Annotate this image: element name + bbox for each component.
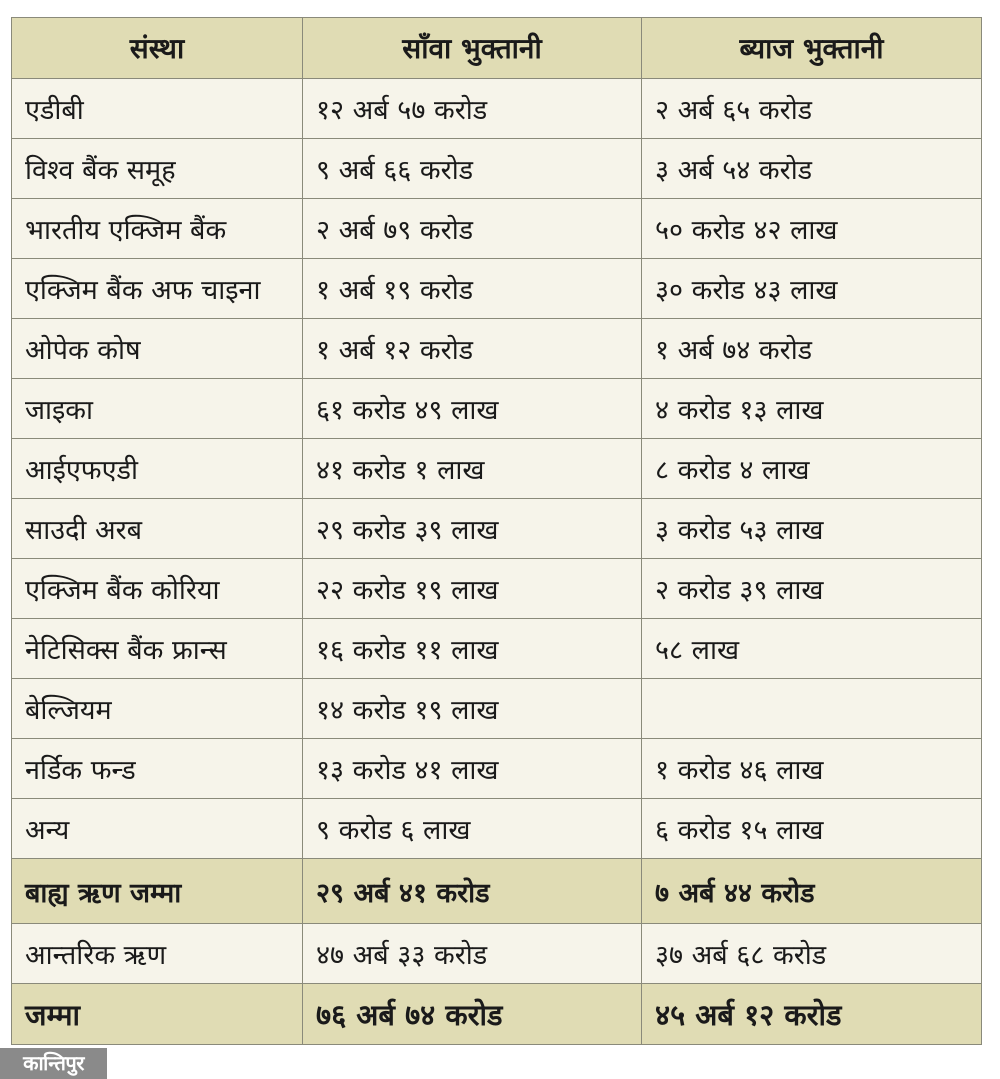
table-row bbox=[12, 559, 982, 619]
principal-cell: ६१ करोड ४९ लाख bbox=[303, 379, 642, 439]
interest-cell: ५० करोड ४२ लाख bbox=[642, 199, 982, 259]
internal-debt-row bbox=[12, 924, 982, 984]
interest-cell: ३ अर्ब ५४ करोड bbox=[642, 139, 982, 199]
table-row bbox=[12, 379, 982, 439]
institution-cell: भारतीय एक्जिम बैंक bbox=[12, 199, 303, 259]
principal-cell: ४१ करोड १ लाख bbox=[303, 439, 642, 499]
table-row bbox=[12, 619, 982, 679]
interest-cell: ३० करोड ४३ लाख bbox=[642, 259, 982, 319]
institution-cell: एक्जिम बैंक अफ चाइना bbox=[12, 259, 303, 319]
principal-cell: १ अर्ब १९ करोड bbox=[303, 259, 642, 319]
principal-cell: १३ करोड ४१ लाख bbox=[303, 739, 642, 799]
institution-cell: एक्जिम बैंक कोरिया bbox=[12, 559, 303, 619]
grand-total-principal: ७६ अर्ब ७४ करोड bbox=[303, 984, 642, 1045]
external-total-principal: २९ अर्ब ४१ करोड bbox=[303, 859, 642, 924]
grand-total-row bbox=[12, 984, 982, 1045]
table-header bbox=[12, 18, 982, 79]
debt-payment-table bbox=[11, 17, 982, 1045]
institution-cell: साउदी अरब bbox=[12, 499, 303, 559]
interest-cell: ३ करोड ५३ लाख bbox=[642, 499, 982, 559]
header-interest-payment: ब्याज भुक्तानी bbox=[642, 18, 982, 79]
principal-cell: ९ करोड ६ लाख bbox=[303, 799, 642, 859]
table-row bbox=[12, 499, 982, 559]
header-principal-payment: साँवा भुक्तानी bbox=[303, 18, 642, 79]
interest-cell: ८ करोड ४ लाख bbox=[642, 439, 982, 499]
table-row bbox=[12, 679, 982, 739]
kantipur-logo: कान्तिपुर bbox=[0, 1048, 107, 1079]
institution-cell: एडीबी bbox=[12, 79, 303, 139]
header-row bbox=[12, 18, 982, 79]
external-total-interest: ७ अर्ब ४४ करोड bbox=[642, 859, 982, 924]
table-row bbox=[12, 259, 982, 319]
interest-cell: १ करोड ४६ लाख bbox=[642, 739, 982, 799]
table-row bbox=[12, 319, 982, 379]
interest-cell: १ अर्ब ७४ करोड bbox=[642, 319, 982, 379]
institution-cell: नेटिसिक्स बैंक फ्रान्स bbox=[12, 619, 303, 679]
external-total-label: बाह्य ऋण जम्मा bbox=[12, 859, 303, 924]
principal-cell: १४ करोड १९ लाख bbox=[303, 679, 642, 739]
principal-cell: ९ अर्ब ६६ करोड bbox=[303, 139, 642, 199]
institution-cell: अन्य bbox=[12, 799, 303, 859]
principal-cell: २२ करोड १९ लाख bbox=[303, 559, 642, 619]
external-debt-total-row bbox=[12, 859, 982, 924]
table-row bbox=[12, 799, 982, 859]
internal-label: आन्तरिक ऋण bbox=[12, 924, 303, 984]
table-row bbox=[12, 739, 982, 799]
principal-cell: १६ करोड ११ लाख bbox=[303, 619, 642, 679]
header-institution: संस्था bbox=[12, 18, 303, 79]
principal-cell: २९ करोड ३९ लाख bbox=[303, 499, 642, 559]
table-body bbox=[12, 79, 982, 1045]
table-row bbox=[12, 139, 982, 199]
institution-cell: जाइका bbox=[12, 379, 303, 439]
interest-cell bbox=[642, 679, 982, 739]
principal-cell: २ अर्ब ७९ करोड bbox=[303, 199, 642, 259]
institution-cell: विश्व बैंक समूह bbox=[12, 139, 303, 199]
internal-interest: ३७ अर्ब ६८ करोड bbox=[642, 924, 982, 984]
interest-cell: ५८ लाख bbox=[642, 619, 982, 679]
institution-cell: ओपेक कोष bbox=[12, 319, 303, 379]
grand-total-label: जम्मा bbox=[12, 984, 303, 1045]
institution-cell: नर्डिक फन्ड bbox=[12, 739, 303, 799]
interest-cell: ६ करोड १५ लाख bbox=[642, 799, 982, 859]
table-row bbox=[12, 79, 982, 139]
grand-total-interest: ४५ अर्ब १२ करोड bbox=[642, 984, 982, 1045]
principal-cell: १ अर्ब १२ करोड bbox=[303, 319, 642, 379]
institution-cell: आईएफएडी bbox=[12, 439, 303, 499]
internal-principal: ४७ अर्ब ३३ करोड bbox=[303, 924, 642, 984]
interest-cell: २ करोड ३९ लाख bbox=[642, 559, 982, 619]
table-row bbox=[12, 439, 982, 499]
interest-cell: २ अर्ब ६५ करोड bbox=[642, 79, 982, 139]
principal-cell: १२ अर्ब ५७ करोड bbox=[303, 79, 642, 139]
interest-cell: ४ करोड १३ लाख bbox=[642, 379, 982, 439]
table-row bbox=[12, 199, 982, 259]
institution-cell: बेल्जियम bbox=[12, 679, 303, 739]
